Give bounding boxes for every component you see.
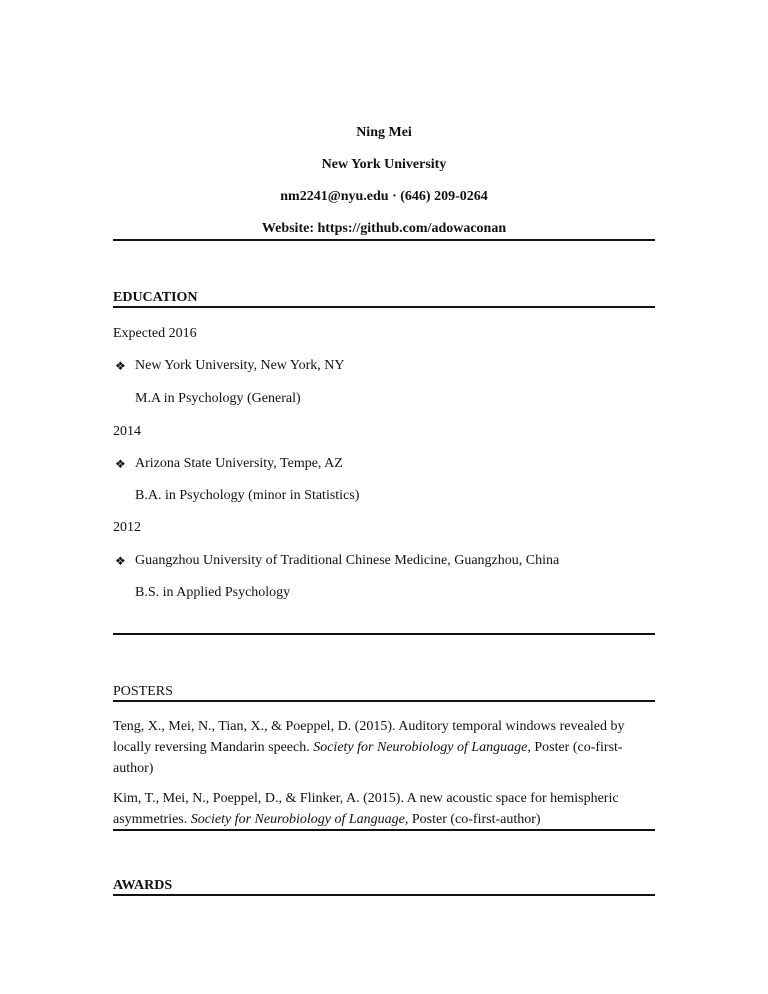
poster-entry [113,788,655,830]
contact-line: nm2241@nyu.edu · (646) 209-0264 [280,189,488,204]
poster-citation: Kim, T., Mei, N., Poeppel, D., & Flinker, A. (2015). A new acoustic space for hemispheric asymmetries. [113,791,619,827]
diamond-bullet-icon: ❖ [115,457,126,471]
poster-venue: Society for Neurobiology of Language, [313,740,531,755]
poster-entry [113,716,655,779]
diamond-bullet-icon: ❖ [115,554,126,568]
education-degree: B.A. in Psychology (minor in Statistics) [135,488,360,503]
poster-citation: Teng, X., Mei, N., Tian, X., & Poeppel, D. (2015). Auditory temporal windows revealed by locally reversing Mandarin speech. [113,719,625,755]
institution: New York University [321,157,447,172]
posters-divider [113,700,655,702]
awards-divider [113,894,655,896]
education-school: New York University, New York, NY [135,358,345,373]
education-date: 2012 [113,520,141,535]
education-date: 2014 [113,424,141,439]
header-divider [113,239,655,241]
education-school: Arizona State University, Tempe, AZ [135,456,343,471]
posters-heading: POSTERS [113,684,173,699]
website-line: Website: https://github.com/adowaconan [261,221,507,236]
education-heading: EDUCATION [113,290,198,305]
poster-venue: Society for Neurobiology of Language, [190,812,409,827]
poster-note: Poster (co-first-author) [408,812,541,827]
candidate-name: Ning Mei [356,125,412,140]
awards-heading: AWARDS [113,878,173,893]
diamond-bullet-icon: ❖ [115,359,126,373]
education-date: Expected 2016 [113,326,197,341]
education-end-divider [113,633,655,635]
education-degree: B.S. in Applied Psychology [135,585,291,600]
education-school: Guangzhou University of Traditional Chinese Medicine, Guangzhou, China [135,553,560,568]
poster-note: Poster (co-first-author) [113,740,623,776]
education-degree: M.A in Psychology (General) [135,391,301,406]
posters-end-divider [113,829,655,831]
education-divider [113,306,655,308]
